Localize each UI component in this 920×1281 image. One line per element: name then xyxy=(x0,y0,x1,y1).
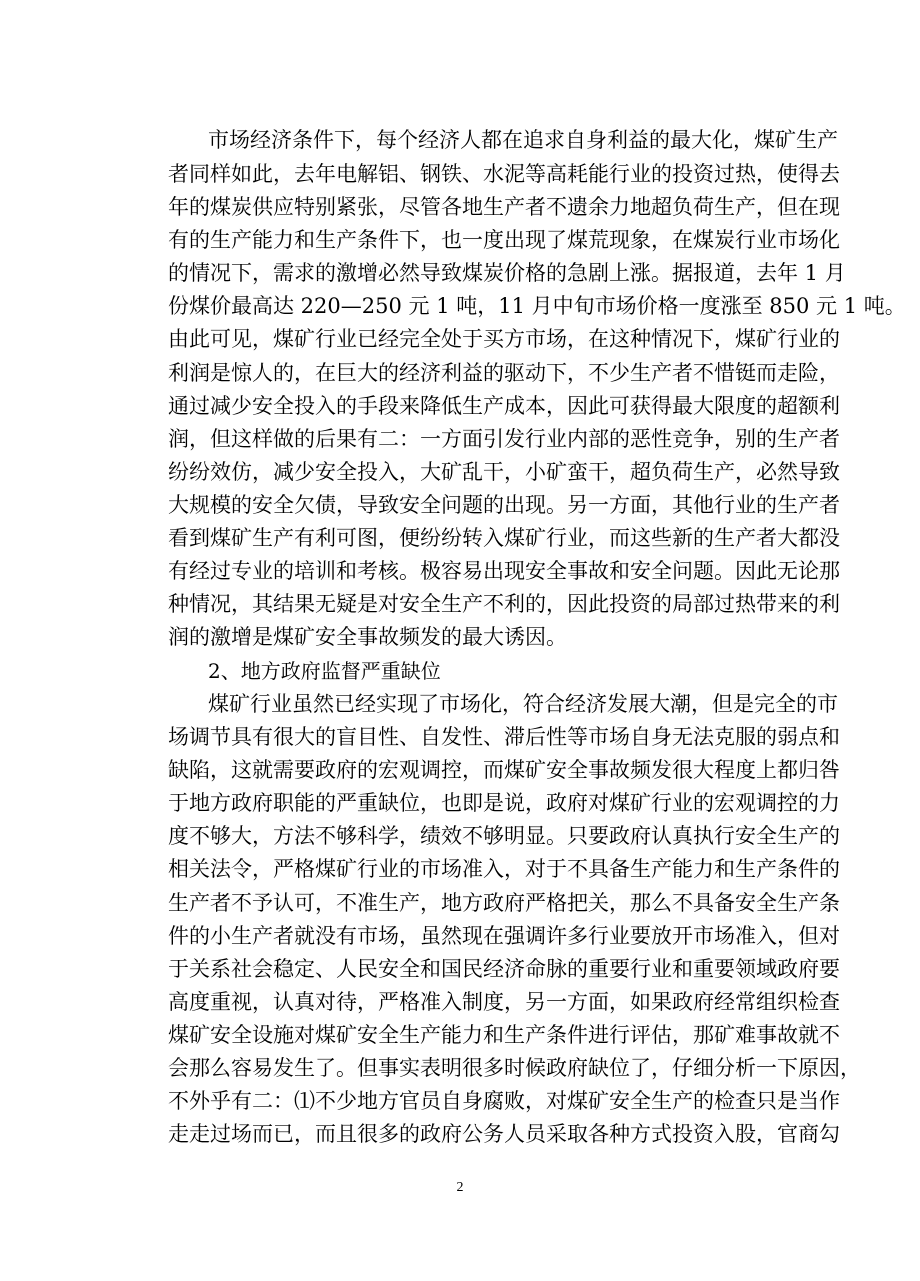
section-heading: 2、地方政府监督严重缺位 xyxy=(208,659,441,683)
text-line: 大规模的安全欠债，导致安全问题的出现。另一方面，其他行业的生产者 xyxy=(168,493,840,517)
text-line: 份煤价最高达 220—250 元 1 吨，11 月中旬市场价格一度涨至 850 元 1 吨。 xyxy=(168,294,906,318)
text-line: 有的生产能力和生产条件下，也一度出现了煤荒现象，在煤炭行业市场化 xyxy=(168,228,840,252)
text-line: 不外乎有二：⑴不少地方官员自身腐败，对煤矿安全生产的检查只是当作 xyxy=(168,1089,840,1113)
text-line: 者同样如此，去年电解铝、钢铁、水泥等高耗能行业的投资过热，使得去 xyxy=(168,162,840,186)
text-line: 利润是惊人的，在巨大的经济利益的驱动下，不少生产者不惜铤而走险， xyxy=(168,361,840,385)
text-line: 煤矿安全设施对煤矿安全生产能力和生产条件进行评估，那矿难事故就不 xyxy=(168,1023,840,1047)
text-line: 于关系社会稳定、人民安全和国民经济命脉的重要行业和重要领域政府要 xyxy=(168,957,840,981)
text-line: 高度重视，认真对待，严格准入制度，另一方面，如果政府经常组织检查 xyxy=(168,990,840,1014)
text-line: 会那么容易发生了。但事实表明很多时候政府缺位了，仔细分析一下原因， xyxy=(168,1056,861,1080)
text-line: 看到煤矿生产有利可图，便纷纷转入煤矿行业，而这些新的生产者大都没 xyxy=(168,526,840,550)
text-line: 度不够大，方法不够科学，绩效不够明显。只要政府认真执行安全生产的 xyxy=(168,824,840,848)
text-line: 场调节具有很大的盲目性、自发性、滞后性等市场自身无法克服的弱点和 xyxy=(168,725,840,749)
text-line: 生产者不予认可，不准生产，地方政府严格把关，那么不具备安全生产条 xyxy=(168,891,840,915)
text-line: 由此可见，煤矿行业已经完全处于买方市场，在这种情况下，煤矿行业的 xyxy=(168,327,840,351)
text-line: 年的煤炭供应特别紧张，尽管各地生产者不遗余力地超负荷生产，但在现 xyxy=(168,195,840,219)
text-line: 纷纷效仿，减少安全投入，大矿乱干，小矿蛮干，超负荷生产，必然导致 xyxy=(168,460,840,484)
text-line: 的情况下，需求的激增必然导致煤炭价格的急剧上涨。据报道，去年 1 月 xyxy=(168,261,846,285)
page-number: 2 xyxy=(456,1180,464,1195)
text-line: 缺陷，这就需要政府的宏观调控，而煤矿安全事故频发很大程度上都归咎 xyxy=(168,758,840,782)
text-line: 润，但这样做的后果有二：一方面引发行业内部的恶性竞争，别的生产者 xyxy=(168,427,840,451)
text-line: 种情况，其结果无疑是对安全生产不利的，因此投资的局部过热带来的利 xyxy=(168,592,840,616)
text-line: 件的小生产者就没有市场，虽然现在强调许多行业要放开市场准入，但对 xyxy=(168,924,840,948)
text-line: 于地方政府职能的严重缺位，也即是说，政府对煤矿行业的宏观调控的力 xyxy=(168,791,840,815)
text-line: 有经过专业的培训和考核。极容易出现安全事故和安全问题。因此无论那 xyxy=(168,559,840,583)
text-line: 走走过场而已，而且很多的政府公务人员采取各种方式投资入股，官商勾 xyxy=(168,1122,840,1146)
text-line: 煤矿行业虽然已经实现了市场化，符合经济发展大潮，但是完全的市 xyxy=(208,692,838,716)
text-line: 润的激增是煤矿安全事故频发的最大诱因。 xyxy=(168,625,567,649)
text-line: 市场经济条件下，每个经济人都在追求自身利益的最大化，煤矿生产 xyxy=(208,128,838,152)
text-line: 相关法令，严格煤矿行业的市场准入，对于不具备生产能力和生产条件的 xyxy=(168,857,840,881)
text-line: 通过减少安全投入的手段来降低生产成本，因此可获得最大限度的超额利 xyxy=(168,394,840,418)
